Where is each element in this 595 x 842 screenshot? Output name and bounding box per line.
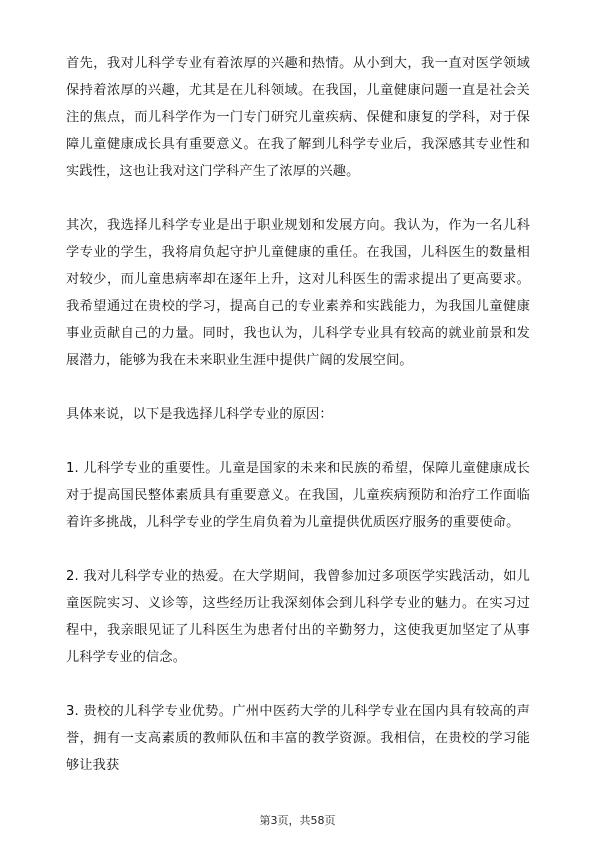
document-body bbox=[66, 50, 530, 779]
paragraph-gap bbox=[66, 374, 530, 401]
paragraph-gap bbox=[66, 428, 530, 455]
paragraph-gap bbox=[66, 185, 530, 212]
paragraph-reason-3: 3. 贵校的儿科学专业优势。广州中医药大学的儿科学专业在国内具有较高的声誉，拥有一支高素质的教师队伍和丰富的教学资源。我相信，在贵校的学习能够让我获 bbox=[66, 704, 530, 773]
paragraph-career: 其次，我选择儿科学专业是出于职业规划和发展方向。我认为，作为一名儿科学专业的学生，我将肩负起守护儿童健康的重任。在我国，儿科医生的数量相对较少，而儿童患病率却在逐年上升，这对儿科医生的需求提出了更高要求。我希望通过在贵校的学习，提高自己的专业素养和实践能力，为我国儿童健康事业贡献自己的力量。同时，我也认为，儿科学专业具有较高的就业前景和发展潜力，能够为我在未来职业生涯中提供广阔的发展空间。 bbox=[66, 218, 530, 368]
paragraph-reasons-intro: 具体来说，以下是我选择儿科学专业的原因： bbox=[66, 407, 333, 422]
paragraph-gap bbox=[66, 536, 530, 563]
paragraph-gap bbox=[66, 671, 530, 698]
page-number-footer: 第3页，共58页 bbox=[259, 814, 336, 827]
paragraph-reason-2: 2. 我对儿科学专业的热爱。在大学期间，我曾参加过多项医学实践活动，如儿童医院实习、义诊等，这些经历让我深刻体会到儿科学专业的魅力。在实习过程中，我亲眼见证了儿科医生为患者付出的辛勤努力，这使我更加坚定了从事儿科学专业的信念。 bbox=[66, 569, 530, 665]
paragraph-reason-1: 1. 儿科学专业的重要性。儿童是国家的未来和民族的希望，保障儿童健康成长对于提高国民整体素质具有重要意义。在我国，儿童疾病预防和治疗工作面临着许多挑战，儿科学专业的学生肩负着为儿童提供优质医疗服务的重要使命。 bbox=[66, 461, 530, 530]
paragraph-interest: 首先，我对儿科学专业有着浓厚的兴趣和热情。从小到大，我一直对医学领域保持着浓厚的兴趣，尤其是在儿科领域。在我国，儿童健康问题一直是社会关注的焦点，而儿科学作为一门专门研究儿童疾病、保健和康复的学科，对于保障儿童健康成长具有重要意义。在我了解到儿科学专业后，我深感其专业性和实践性，这也让我对这门学科产生了浓厚的兴趣。 bbox=[66, 56, 530, 179]
